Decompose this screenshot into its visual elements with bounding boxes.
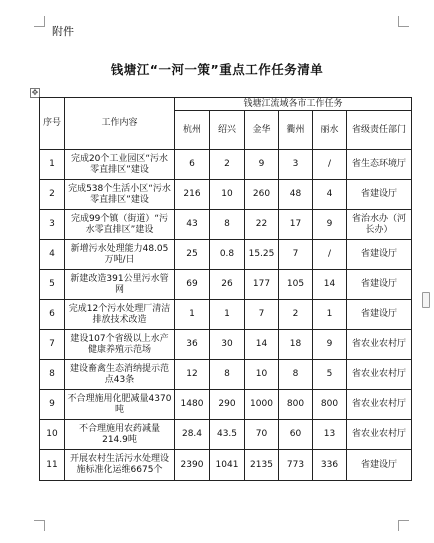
cell-dept: 省建设厅 bbox=[347, 450, 412, 481]
cell-shaoxing: 1041 bbox=[210, 450, 245, 481]
table-row bbox=[40, 150, 412, 180]
cell-hangzhou: 36 bbox=[175, 330, 210, 360]
table-row bbox=[40, 390, 412, 420]
cell-lishui: / bbox=[313, 240, 347, 270]
cell-dept: 省建设厅 bbox=[347, 270, 412, 300]
table-move-handle-icon[interactable]: ✥ bbox=[31, 88, 39, 97]
cell-shaoxing: 290 bbox=[210, 390, 245, 420]
cell-dept: 省农业农村厅 bbox=[347, 330, 412, 360]
header-dept: 省级责任部门 bbox=[347, 111, 412, 150]
document-title: 钱塘江“一河一策”重点工作任务清单 bbox=[110, 62, 324, 77]
cell-content: 建设畜禽生态消纳提示范点43条 bbox=[65, 360, 175, 390]
crop-mark-bottom-right bbox=[398, 520, 409, 531]
cell-quzhou: 8 bbox=[279, 360, 313, 390]
cell-lishui: 800 bbox=[313, 390, 347, 420]
cell-content: 不合理施用化肥减量4370吨 bbox=[65, 390, 175, 420]
cell-dept: 省生态环境厅 bbox=[347, 150, 412, 180]
cell-seq: 2 bbox=[40, 180, 65, 210]
table-row bbox=[40, 420, 412, 450]
cell-lishui: 5 bbox=[313, 360, 347, 390]
cell-quzhou: 17 bbox=[279, 210, 313, 240]
cell-quzhou: 2 bbox=[279, 300, 313, 330]
cell-jinhua: 177 bbox=[245, 270, 279, 300]
cell-shaoxing: 1 bbox=[210, 300, 245, 330]
cell-seq: 6 bbox=[40, 300, 65, 330]
cell-seq: 3 bbox=[40, 210, 65, 240]
cell-hangzhou: 1480 bbox=[175, 390, 210, 420]
cell-shaoxing: 30 bbox=[210, 330, 245, 360]
cell-dept: 省建设厅 bbox=[347, 300, 412, 330]
crop-mark-top-right bbox=[398, 16, 409, 27]
cell-shaoxing: 10 bbox=[210, 180, 245, 210]
cell-dept: 省建设厅 bbox=[347, 180, 412, 210]
cell-seq: 7 bbox=[40, 330, 65, 360]
cell-shaoxing: 43.5 bbox=[210, 420, 245, 450]
cell-lishui: 4 bbox=[313, 180, 347, 210]
cell-lishui: 9 bbox=[313, 330, 347, 360]
header-city-group: 钱塘江流域各市工作任务 bbox=[175, 98, 412, 111]
task-table bbox=[39, 97, 412, 481]
cell-jinhua: 15.25 bbox=[245, 240, 279, 270]
attachment-label: 附件 bbox=[52, 25, 74, 38]
cell-shaoxing: 26 bbox=[210, 270, 245, 300]
cell-quzhou: 800 bbox=[279, 390, 313, 420]
cell-seq: 1 bbox=[40, 150, 65, 180]
table-row bbox=[40, 360, 412, 390]
cell-content: 完成20个工业园区“污水零直排区”建设 bbox=[65, 150, 175, 180]
cell-seq: 4 bbox=[40, 240, 65, 270]
cell-jinhua: 2135 bbox=[245, 450, 279, 481]
cell-shaoxing: 8 bbox=[210, 360, 245, 390]
cell-hangzhou: 12 bbox=[175, 360, 210, 390]
cell-jinhua: 22 bbox=[245, 210, 279, 240]
cell-hangzhou: 28.4 bbox=[175, 420, 210, 450]
cell-hangzhou: 6 bbox=[175, 150, 210, 180]
header-city-lishui: 丽水 bbox=[313, 111, 347, 150]
cell-jinhua: 7 bbox=[245, 300, 279, 330]
cell-shaoxing: 0.8 bbox=[210, 240, 245, 270]
cell-lishui: / bbox=[313, 150, 347, 180]
table-resize-handle[interactable] bbox=[422, 292, 430, 308]
cell-hangzhou: 216 bbox=[175, 180, 210, 210]
header-content: 工作内容 bbox=[65, 98, 175, 150]
cell-content: 新建改造391公里污水管网 bbox=[65, 270, 175, 300]
table-row bbox=[40, 450, 412, 481]
cell-quzhou: 3 bbox=[279, 150, 313, 180]
cell-hangzhou: 2390 bbox=[175, 450, 210, 481]
crop-mark-top-left bbox=[34, 16, 45, 27]
cell-hangzhou: 25 bbox=[175, 240, 210, 270]
cell-lishui: 14 bbox=[313, 270, 347, 300]
cell-lishui: 13 bbox=[313, 420, 347, 450]
table-row bbox=[40, 210, 412, 240]
cell-jinhua: 14 bbox=[245, 330, 279, 360]
table-row bbox=[40, 300, 412, 330]
cell-quzhou: 60 bbox=[279, 420, 313, 450]
header-city-jinhua: 金华 bbox=[245, 111, 279, 150]
cell-dept: 省治水办（河长办） bbox=[347, 210, 412, 240]
cell-seq: 9 bbox=[40, 390, 65, 420]
cell-hangzhou: 43 bbox=[175, 210, 210, 240]
cell-lishui: 9 bbox=[313, 210, 347, 240]
cell-seq: 8 bbox=[40, 360, 65, 390]
table-row bbox=[40, 180, 412, 210]
cell-seq: 11 bbox=[40, 450, 65, 481]
cell-content: 不合理施用农药减量214.9吨 bbox=[65, 420, 175, 450]
cell-seq: 5 bbox=[40, 270, 65, 300]
cell-jinhua: 1000 bbox=[245, 390, 279, 420]
header-city-quzhou: 衢州 bbox=[279, 111, 313, 150]
cell-jinhua: 70 bbox=[245, 420, 279, 450]
cell-dept: 省农业农村厅 bbox=[347, 390, 412, 420]
table-row bbox=[40, 240, 412, 270]
cell-quzhou: 7 bbox=[279, 240, 313, 270]
header-seq: 序号 bbox=[40, 98, 65, 150]
cell-seq: 10 bbox=[40, 420, 65, 450]
cell-lishui: 336 bbox=[313, 450, 347, 481]
cell-dept: 省农业农村厅 bbox=[347, 360, 412, 390]
header-city-shaoxing: 绍兴 bbox=[210, 111, 245, 150]
header-row-1 bbox=[40, 98, 412, 111]
cell-hangzhou: 69 bbox=[175, 270, 210, 300]
cell-content: 新增污水处理能力48.05万吨/日 bbox=[65, 240, 175, 270]
cell-dept: 省建设厅 bbox=[347, 240, 412, 270]
cell-quzhou: 105 bbox=[279, 270, 313, 300]
cell-content: 完成99个镇（街道）“污水零直排区”建设 bbox=[65, 210, 175, 240]
cell-content: 完成12个污水处理厂清洁排放技术改造 bbox=[65, 300, 175, 330]
cell-shaoxing: 8 bbox=[210, 210, 245, 240]
cell-lishui: 1 bbox=[313, 300, 347, 330]
cell-jinhua: 9 bbox=[245, 150, 279, 180]
table-row bbox=[40, 270, 412, 300]
cell-dept: 省农业农村厅 bbox=[347, 420, 412, 450]
cell-quzhou: 18 bbox=[279, 330, 313, 360]
header-city-hangzhou: 杭州 bbox=[175, 111, 210, 150]
cell-jinhua: 260 bbox=[245, 180, 279, 210]
cell-content: 完成538个生活小区“污水零直排区”建设 bbox=[65, 180, 175, 210]
cell-quzhou: 48 bbox=[279, 180, 313, 210]
cell-quzhou: 773 bbox=[279, 450, 313, 481]
table-row bbox=[40, 330, 412, 360]
crop-mark-bottom-left bbox=[34, 520, 45, 531]
cell-shaoxing: 2 bbox=[210, 150, 245, 180]
cell-hangzhou: 1 bbox=[175, 300, 210, 330]
cell-jinhua: 10 bbox=[245, 360, 279, 390]
cell-content: 开展农村生活污水处理设施标准化运维6675个 bbox=[65, 450, 175, 481]
cell-content: 建设107个省级以上水产健康养殖示范场 bbox=[65, 330, 175, 360]
